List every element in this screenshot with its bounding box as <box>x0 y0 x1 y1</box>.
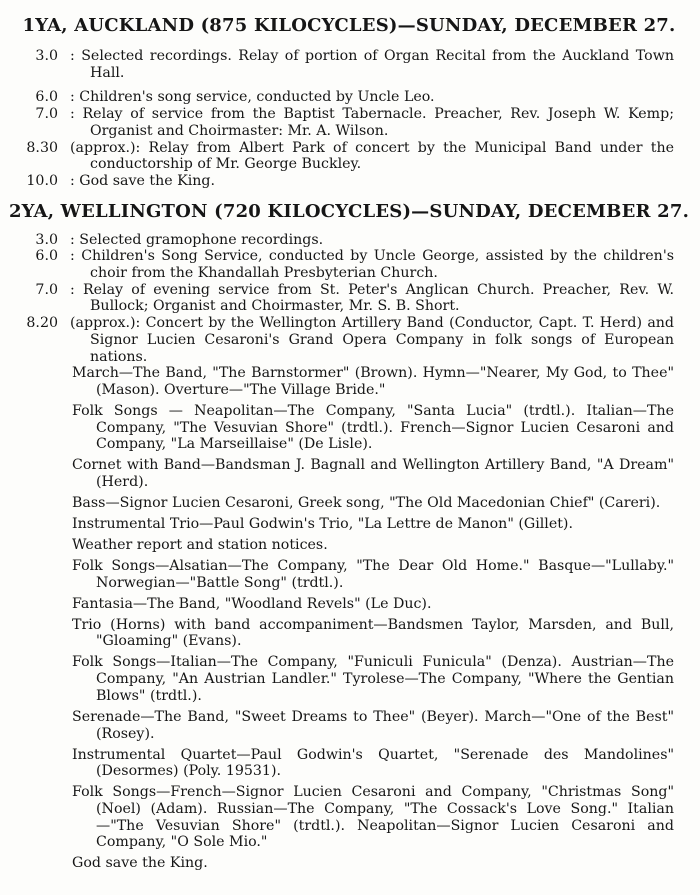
entry-time: 3.0 <box>35 231 58 248</box>
entry-time: 7.0 <box>35 106 58 123</box>
programme-item: Folk Songs—Italian—The Company, "Funiculi Funicula" (Denza). Austrian—The Company, "An Austrian Landler." Tyrolese—The Company, "Where the Gentian Blows" (trdtl.). <box>72 654 674 704</box>
entry-time: 3.0 <box>35 48 58 64</box>
programme-item: Cornet with Band—Bandsman J. Bagnall and Wellington Artillery Band, "A Dream" (Herd). <box>72 457 674 491</box>
programme-item: God save the King. <box>72 855 208 872</box>
programme-item: Folk Songs — Neapolitan—The Company, "Santa Lucia" (trdtl.). Italian—The Company, "The Vesuvian Shore" (trdtl.). French—Signor Lucien Cesaroni and Company, "La Marseillaise" (De Lisle). <box>72 402 674 453</box>
programme-item: Trio (Horns) with band accompaniment—Bandsmen Taylor, Marsden, and Bull, "Gloaming" (Evans). <box>72 616 674 650</box>
schedule-entry <box>0 140 700 173</box>
programme-item: Fantasia—The Band, "Woodland Revels" (Le Duc). <box>72 595 432 612</box>
entry-time: 8.30 <box>26 139 58 156</box>
programme-item: Serenade—The Band, "Sweet Dreams to Thee" (Beyer). March—"One of the Best" (Rosey). <box>72 708 674 742</box>
schedule-entry <box>0 106 700 139</box>
entry-time: 8.20 <box>26 315 58 332</box>
entry-text: : Relay of evening service from St. Peter's Anglican Church. Preacher, Rev. W. Bullock; Organist and Choirmaster, Mr. S. B. Short. <box>70 281 674 315</box>
programme-item: Folk Songs—French—Signor Lucien Cesaroni and Company, "Christmas Song" (Noel) (Adam). Russian—The Company, "The Cossack's Love Song." Italian—"The Vesuvian Shore" (trdtl.). Neapolitan—Signor Lucien Cesaroni and Company, "O Sole Mio." <box>72 784 674 851</box>
programme-item: Folk Songs—Alsatian—The Company, "The Dear Old Home." Basque—"Lullaby." Norwegian—"Battle Song" (trdtl.). <box>72 558 674 591</box>
schedule-entry <box>0 248 700 281</box>
entry-time: 6.0 <box>35 89 58 106</box>
schedule-entry <box>0 173 700 190</box>
entry-text: : Relay of service from the Baptist Tabernacle. Preacher, Rev. Joseph W. Kemp; Organist and Choirmaster: Mr. A. Wilson. <box>70 106 674 139</box>
entry-time: 7.0 <box>35 281 58 298</box>
programme-item: Weather report and station notices. <box>72 537 328 554</box>
programme-item: March—The Band, "The Barnstormer" (Brown). Hymn—"Nearer, My God, to Thee" (Mason). Overture—"The Village Bride." <box>72 365 674 398</box>
entry-text: : God save the King. <box>70 172 216 189</box>
entry-text: : Children's song service, conducted by Uncle Leo. <box>70 89 435 106</box>
programme-item: Instrumental Trio—Paul Godwin's Trio, "La Lettre de Manon" (Gillet). <box>72 516 573 533</box>
section-heading-2ya: 2YA, WELLINGTON (720 KILOCYCLES)—SUNDAY, DECEMBER 27. <box>8 200 690 222</box>
schedule-entry <box>0 232 700 249</box>
schedule-1ya <box>0 48 700 190</box>
schedule-2ya <box>0 232 700 872</box>
programme-item: Bass—Signor Lucien Cesaroni, Greek song, "The Old Macedonian Chief" (Careri). <box>72 495 661 512</box>
schedule-entry <box>0 282 700 315</box>
concert-programme <box>0 365 700 872</box>
entry-text: (approx.): Relay from Albert Park of concert by the Municipal Band under the conductorship of Mr. George Buckley. <box>70 139 674 173</box>
entry-time: 10.0 <box>26 172 58 189</box>
schedule-entry <box>0 48 700 81</box>
programme-item: Instrumental Quartet—Paul Godwin's Quartet, "Serenade des Mandolines" (Desormes) (Poly. 19531). <box>72 746 674 780</box>
schedule-entry <box>0 89 700 106</box>
entry-text: (approx.): Concert by the Wellington Artillery Band (Conductor, Capt. T. Herd) and Signor Lucien Cesaroni's Grand Opera Company in folk songs of European nations. <box>70 315 674 365</box>
schedule-entry <box>0 315 700 365</box>
entry-time: 6.0 <box>35 248 58 265</box>
entry-text: : Selected recordings. Relay of portion of Organ Recital from the Auckland Town Hall. <box>70 48 674 81</box>
section-heading-1ya: 1YA, AUCKLAND (875 KILOCYCLES)—SUNDAY, DECEMBER 27. <box>22 15 676 36</box>
entry-text: : Selected gramophone recordings. <box>70 231 324 248</box>
entry-text: : Children's Song Service, conducted by Uncle George, assisted by the children's choir from the Khandallah Presbyterian Church. <box>70 248 674 282</box>
